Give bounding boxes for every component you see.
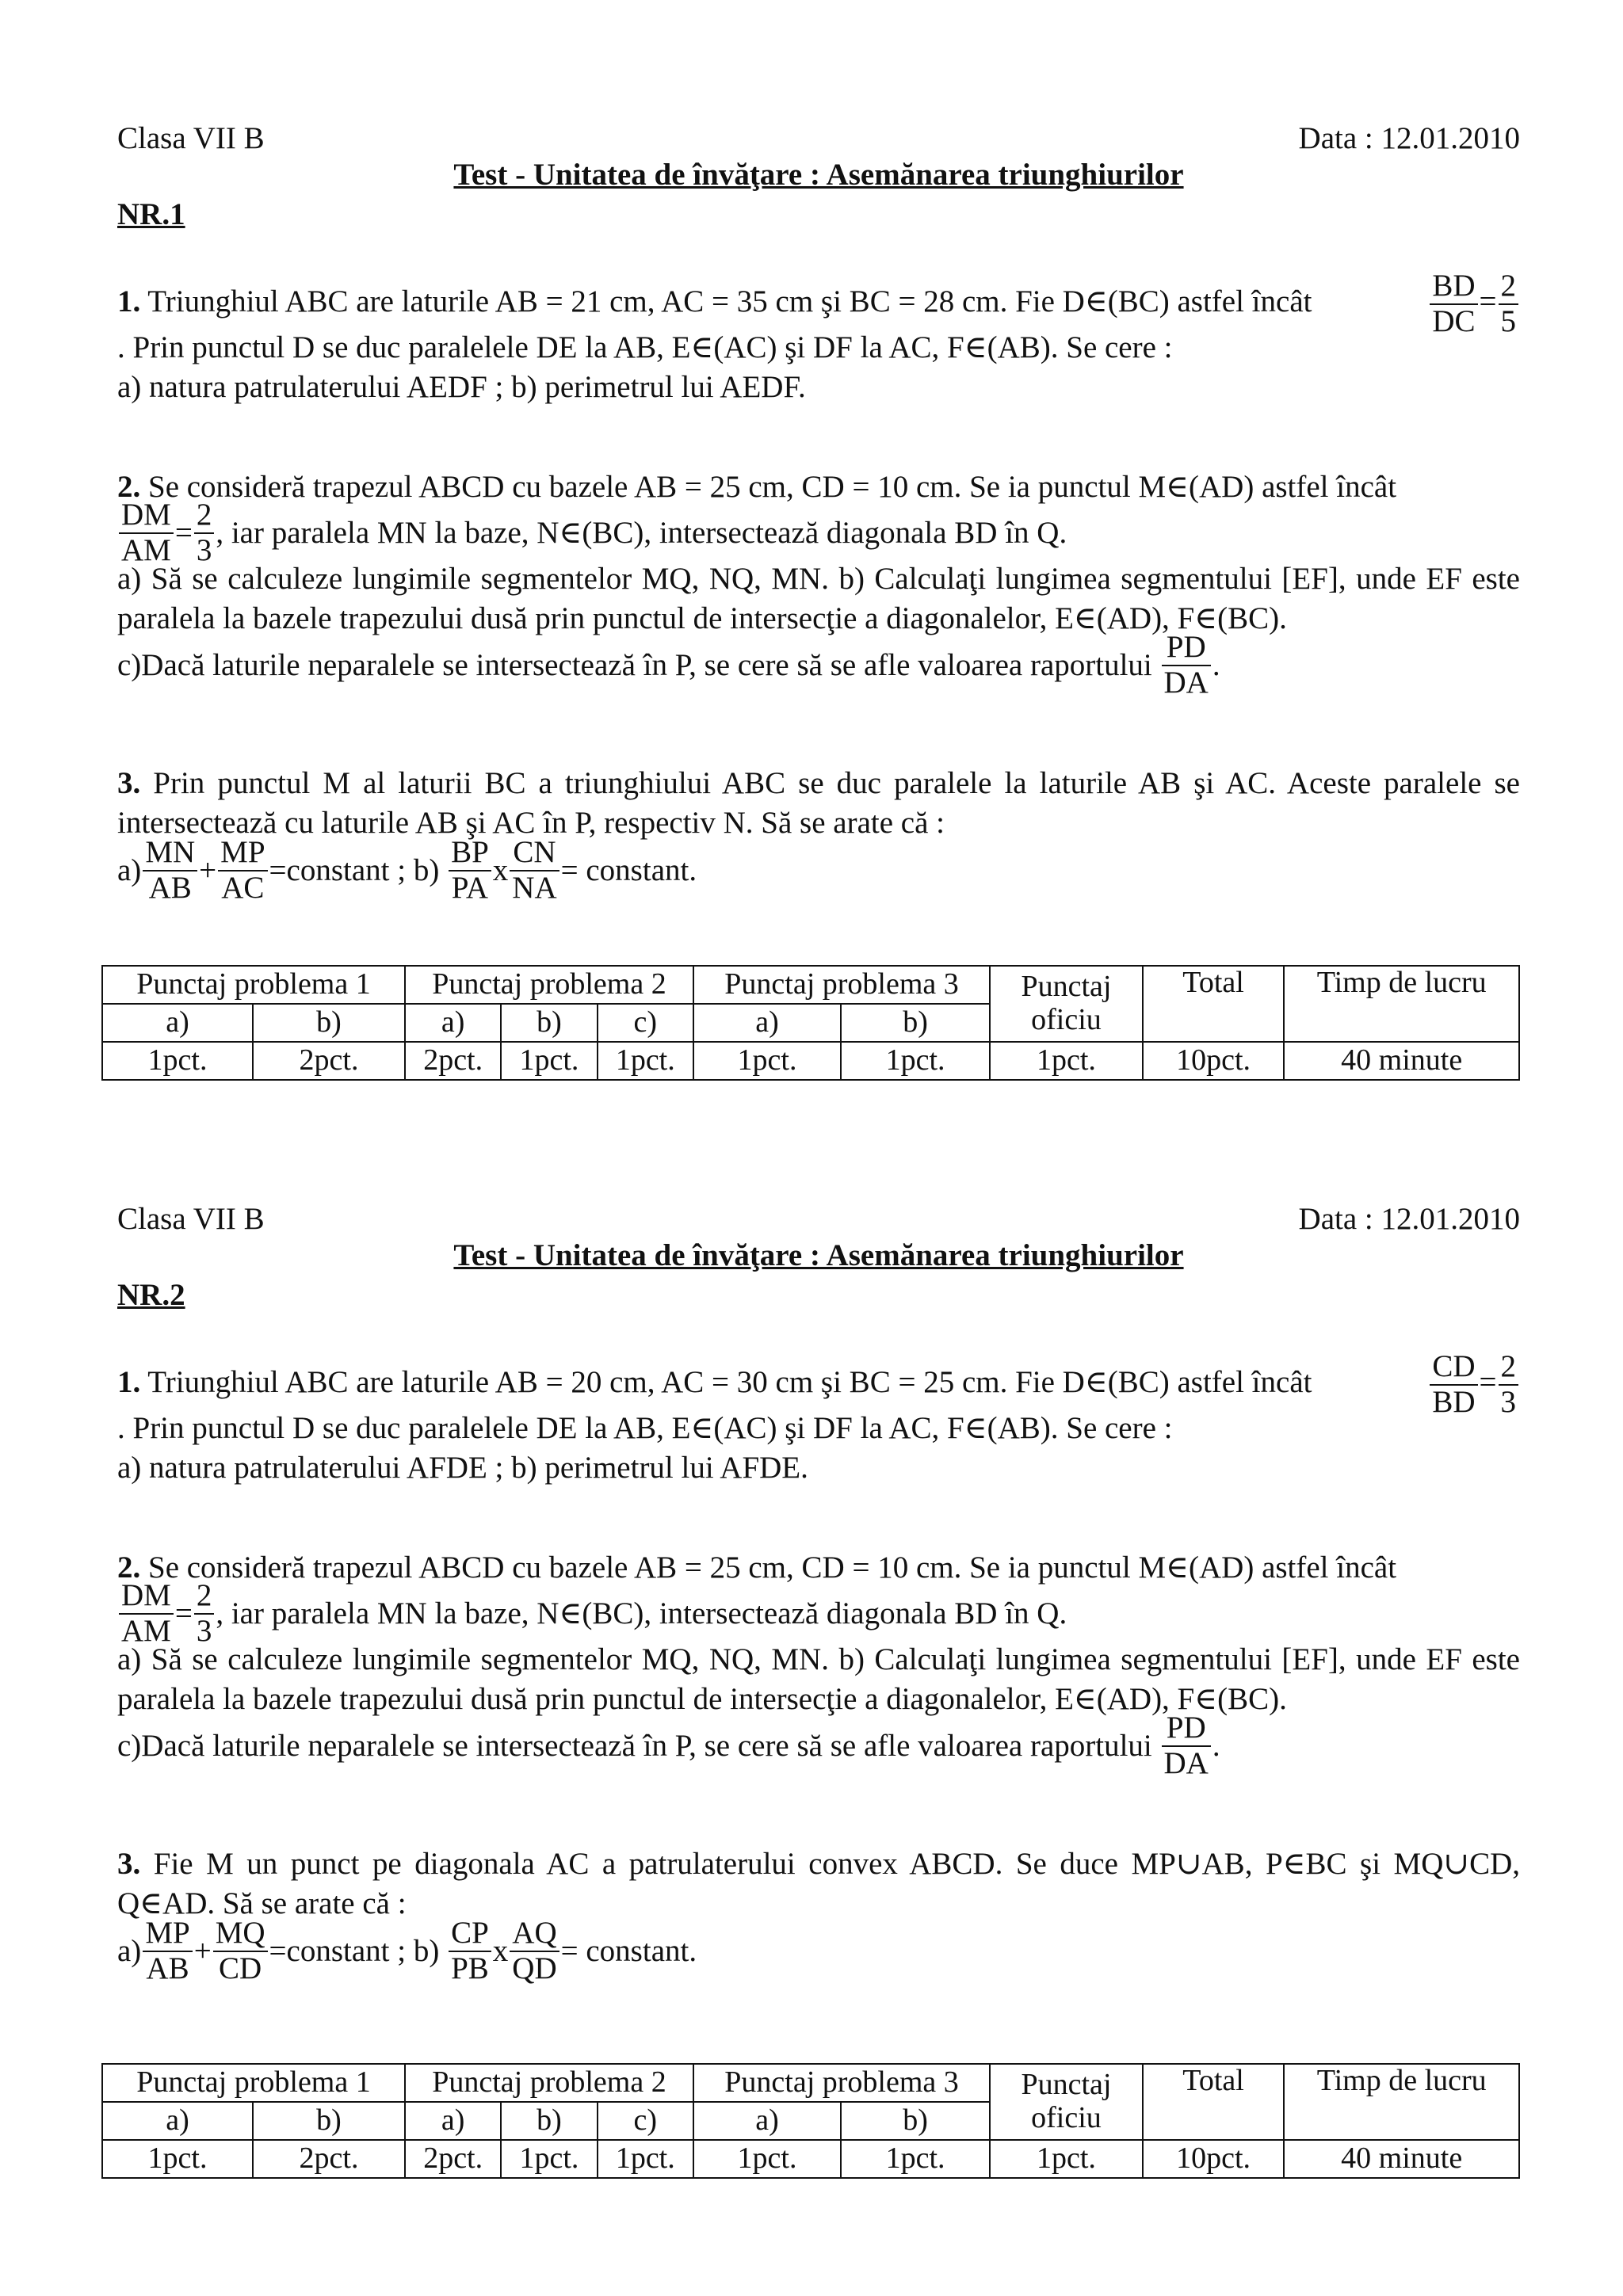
sub-cell: a) — [693, 1004, 841, 1042]
sub-cell: a) — [405, 1004, 501, 1042]
test-title: Test - Unitatea de învăţare : Asemănarea triunghiurilor — [453, 158, 1184, 192]
header-cell: Punctaj problema 2 — [405, 2064, 693, 2102]
value-cell: 10pct. — [1143, 1042, 1285, 1080]
value-cell: 1pct. — [990, 1042, 1143, 1080]
sub-cell: a) — [693, 2102, 841, 2140]
value-cell: 10pct. — [1143, 2140, 1285, 2178]
sub-cell: a) — [102, 1004, 253, 1042]
sub-cell: b) — [501, 1004, 597, 1042]
ratio-fraction: $\frac{BD}{DC}$ = $\frac{2}{5}$ — [1428, 269, 1520, 339]
header-cell: Punctaj oficiu — [990, 2064, 1143, 2140]
problem-formula: a) $\frac{MN}{AB}$ + $\frac{MP}{AC}$ =constant ; b) $\frac{BP}{PA}$ x $\frac{CN}{NA}$ = constant. — [117, 834, 697, 905]
sub-cell: b) — [501, 2102, 597, 2140]
header-cell: Total — [1143, 2064, 1285, 2140]
value-cell: 1pct. — [102, 1042, 253, 1080]
test-nr2 — [117, 1199, 1520, 2176]
sub-cell: a) — [102, 2102, 253, 2140]
value-cell: 2pct. — [253, 2140, 405, 2178]
problem-text-line: $\frac{DM}{AM}$ = $\frac{2}{3}$ , iar paralela MN la baze, N∈(BC), intersectează diagonala BD în Q. — [117, 1588, 1520, 1640]
score-table — [101, 2063, 1520, 2179]
problem-1 — [117, 1350, 1520, 1488]
problem-text-line: a) Să se calculeze lungimile segmentelor MQ, NQ, MN. b) Calculaţi lungimea segmentului [EF], unde EF este paralela la bazele trapezului dusă prin punctul de intersecţie a diagonalelor, E∈(AD), F∈(BC). — [117, 561, 1520, 635]
problem-number: 1. — [117, 284, 141, 318]
problem-text: Se consideră trapezul ABCD cu bazele AB = 25 cm, CD = 10 cm. Se ia punctul M∈(AD) astfel încât — [140, 1550, 1397, 1585]
problem-text: Prin punctul M al laturii BC a triunghiului ABC se duc paralele la laturile AB şi AC. Aceste paralele se intersectează cu laturile AB şi AC în P, respectiv N. Să se arate că : — [117, 766, 1520, 840]
test-number: NR.1 — [117, 197, 185, 231]
header-cell: Total — [1143, 966, 1285, 1042]
value-cell: 2pct. — [405, 2140, 501, 2178]
problem-3 — [117, 1844, 1520, 1985]
score-table — [101, 965, 1520, 1081]
sub-cell: c) — [598, 2102, 693, 2140]
sub-cell: b) — [841, 2102, 990, 2140]
header-cell: Punctaj problema 3 — [693, 966, 990, 1004]
sub-cell: a) — [405, 2102, 501, 2140]
value-cell: 40 minute — [1284, 2140, 1519, 2178]
problem-text: Se consideră trapezul ABCD cu bazele AB = 25 cm, CD = 10 cm. Se ia punctul M∈(AD) astfel încât — [140, 470, 1397, 504]
test-title: Test - Unitatea de învăţare : Asemănarea triunghiurilor — [453, 1238, 1184, 1272]
header-cell: Timp de lucru — [1284, 2064, 1519, 2140]
problem-text: Fie M un punct pe diagonala AC a patrulaterului convex ABCD. Se duce MP∪AB, P∈BC şi MQ∪CD, Q∈AD. Să se arate că : — [117, 1847, 1520, 1920]
value-cell: 1pct. — [598, 2140, 693, 2178]
value-cell: 1pct. — [693, 1042, 841, 1080]
problem-3 — [117, 764, 1520, 905]
problem-2 — [117, 1548, 1520, 1780]
problem-text-line: . Prin punctul D se duc paralelele DE la AB, E∈(AC) şi DF la AC, F∈(AB). Se cere : — [117, 1411, 1173, 1445]
problem-text: Triunghiul ABC are laturile AB = 21 cm, AC = 35 cm şi BC = 28 cm. Fie D∈(BC) astfel încât — [140, 284, 1312, 318]
class-label: Clasa VII B — [117, 1202, 265, 1236]
sub-cell: b) — [253, 1004, 405, 1042]
value-cell: 2pct. — [405, 1042, 501, 1080]
problem-text-line: a) natura patrulaterului AFDE ; b) perimetrul lui AFDE. — [117, 1450, 808, 1485]
problem-number: 3. — [117, 766, 141, 800]
problem-2 — [117, 467, 1520, 700]
header-cell: Punctaj problema 2 — [405, 966, 693, 1004]
value-cell: 1pct. — [841, 1042, 990, 1080]
problem-number: 2. — [117, 1550, 141, 1585]
value-cell: 1pct. — [598, 1042, 693, 1080]
test-number: NR.2 — [117, 1278, 185, 1312]
problem-text-line: . Prin punctul D se duc paralelele DE la AB, E∈(AC) şi DF la AC, F∈(AB). Se cere : — [117, 330, 1173, 364]
problem-text-line: c)Dacă laturile neparalele se intersectează în P, se cere să se afle valoarea raportului $\frac{PD}{DA}$ . — [117, 1710, 1220, 1780]
header-cell: Punctaj oficiu — [990, 966, 1143, 1042]
date-label: Data : 12.01.2010 — [1298, 121, 1520, 155]
problem-formula: a) $\frac{MP}{AB}$ + $\frac{MQ}{CD}$ =constant ; b) $\frac{CP}{PB}$ x $\frac{AQ}{QD}$ = constant. — [117, 1915, 697, 1985]
problem-text-line: a) natura patrulaterului AEDF ; b) perimetrul lui AEDF. — [117, 369, 806, 404]
date-label: Data : 12.01.2010 — [1298, 1202, 1520, 1236]
ratio-fraction: $\frac{CD}{BD}$ = $\frac{2}{3}$ — [1428, 1350, 1520, 1420]
problem-number: 3. — [117, 1847, 141, 1881]
value-cell: 2pct. — [253, 1042, 405, 1080]
problem-text-line: c)Dacă laturile neparalele se intersectează în P, se cere să se afle valoarea raportului $\frac{PD}{DA}$ . — [117, 629, 1220, 700]
sub-cell: c) — [598, 1004, 693, 1042]
value-cell: 1pct. — [501, 1042, 597, 1080]
value-cell: 40 minute — [1284, 1042, 1519, 1080]
problem-text-line: $\frac{DM}{AM}$ = $\frac{2}{3}$ , iar paralela MN la baze, N∈(BC), intersectează diagonala BD în Q. — [117, 507, 1520, 559]
problem-number: 1. — [117, 1365, 141, 1399]
test-nr1 — [117, 119, 1520, 1077]
problem-text-line: a) Să se calculeze lungimile segmentelor MQ, NQ, MN. b) Calculaţi lungimea segmentului [EF], unde EF este paralela la bazele trapezului dusă prin punctul de intersecţie a diagonalelor, E∈(AD), F∈(BC). — [117, 1642, 1520, 1716]
value-cell: 1pct. — [102, 2140, 253, 2178]
value-cell: 1pct. — [841, 2140, 990, 2178]
sub-cell: b) — [841, 1004, 990, 1042]
header-cell: Punctaj problema 1 — [102, 2064, 405, 2102]
problem-1 — [117, 269, 1520, 407]
value-cell: 1pct. — [501, 2140, 597, 2178]
header-cell: Timp de lucru — [1284, 966, 1519, 1042]
problem-text: Triunghiul ABC are laturile AB = 20 cm, AC = 30 cm şi BC = 25 cm. Fie D∈(BC) astfel încât — [140, 1365, 1312, 1399]
sub-cell: b) — [253, 2102, 405, 2140]
header-cell: Punctaj problema 3 — [693, 2064, 990, 2102]
value-cell: 1pct. — [693, 2140, 841, 2178]
value-cell: 1pct. — [990, 2140, 1143, 2178]
header-cell: Punctaj problema 1 — [102, 966, 405, 1004]
problem-number: 2. — [117, 470, 141, 504]
class-label: Clasa VII B — [117, 121, 265, 155]
